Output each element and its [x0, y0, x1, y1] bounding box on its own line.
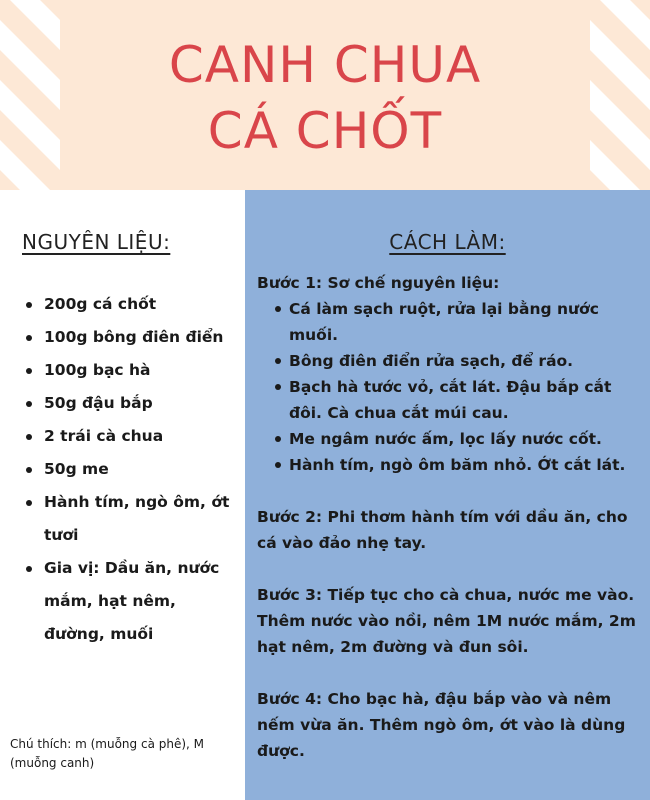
step-1-item: Bạch hà tước vỏ, cắt lát. Đậu bắp cắt đôi. Cà chua cắt múi cau.: [275, 374, 645, 426]
recipe-title: [0, 32, 650, 164]
method-panel: [245, 190, 650, 800]
step-1-item: Me ngâm nước ấm, lọc lấy nước cốt.: [275, 426, 645, 452]
method-steps: [257, 270, 645, 764]
recipe-title-line-2: CÁ CHỐT: [207, 102, 443, 160]
step-2-text: Bước 2: Phi thơm hành tím với dầu ăn, cho cá vào đảo nhẹ tay.: [257, 508, 628, 552]
ingredient-item: 100g bông điên điển: [24, 321, 239, 354]
ingredient-item: 50g đậu bắp: [24, 387, 239, 420]
header-banner: [0, 0, 650, 190]
ingredients-panel: [0, 190, 245, 800]
unit-note: Chú thích: m (muỗng cà phê), M (muỗng canh): [10, 737, 205, 770]
step-1-item: Hành tím, ngò ôm băm nhỏ. Ớt cắt lát.: [275, 452, 645, 478]
ingredient-item: 50g me: [24, 453, 239, 486]
step-4-text: Bước 4: Cho bạc hà, đậu bắp vào và nêm nếm vừa ăn. Thêm ngò ôm, ớt vào là dùng được.: [257, 690, 626, 760]
ingredient-item: 2 trái cà chua: [24, 420, 239, 453]
step-1-item: Bông điên điển rửa sạch, để ráo.: [275, 348, 645, 374]
ingredient-item: 100g bạc hà: [24, 354, 239, 387]
recipe-title-line-1: CANH CHUA: [168, 36, 482, 94]
ingredient-item: Hành tím, ngò ôm, ớt tươi: [24, 486, 239, 552]
step-1-list: [275, 296, 645, 478]
ingredients-list: [24, 288, 239, 651]
method-heading: CÁCH LÀM:: [389, 230, 506, 254]
step-1-title: Bước 1: Sơ chế nguyên liệu:: [257, 274, 500, 292]
ingredient-item: Gia vị: Dầu ăn, nước mắm, hạt nêm, đường, muối: [24, 552, 239, 651]
step-1-item: Cá làm sạch ruột, rửa lại bằng nước muối.: [275, 296, 645, 348]
ingredients-heading: NGUYÊN LIỆU:: [22, 230, 171, 254]
ingredient-item: 200g cá chốt: [24, 288, 239, 321]
step-3-text: Bước 3: Tiếp tục cho cà chua, nước me vào. Thêm nước vào nồi, nêm 1M nước mắm, 2m hạt nêm, 2m đường và đun sôi.: [257, 586, 636, 656]
